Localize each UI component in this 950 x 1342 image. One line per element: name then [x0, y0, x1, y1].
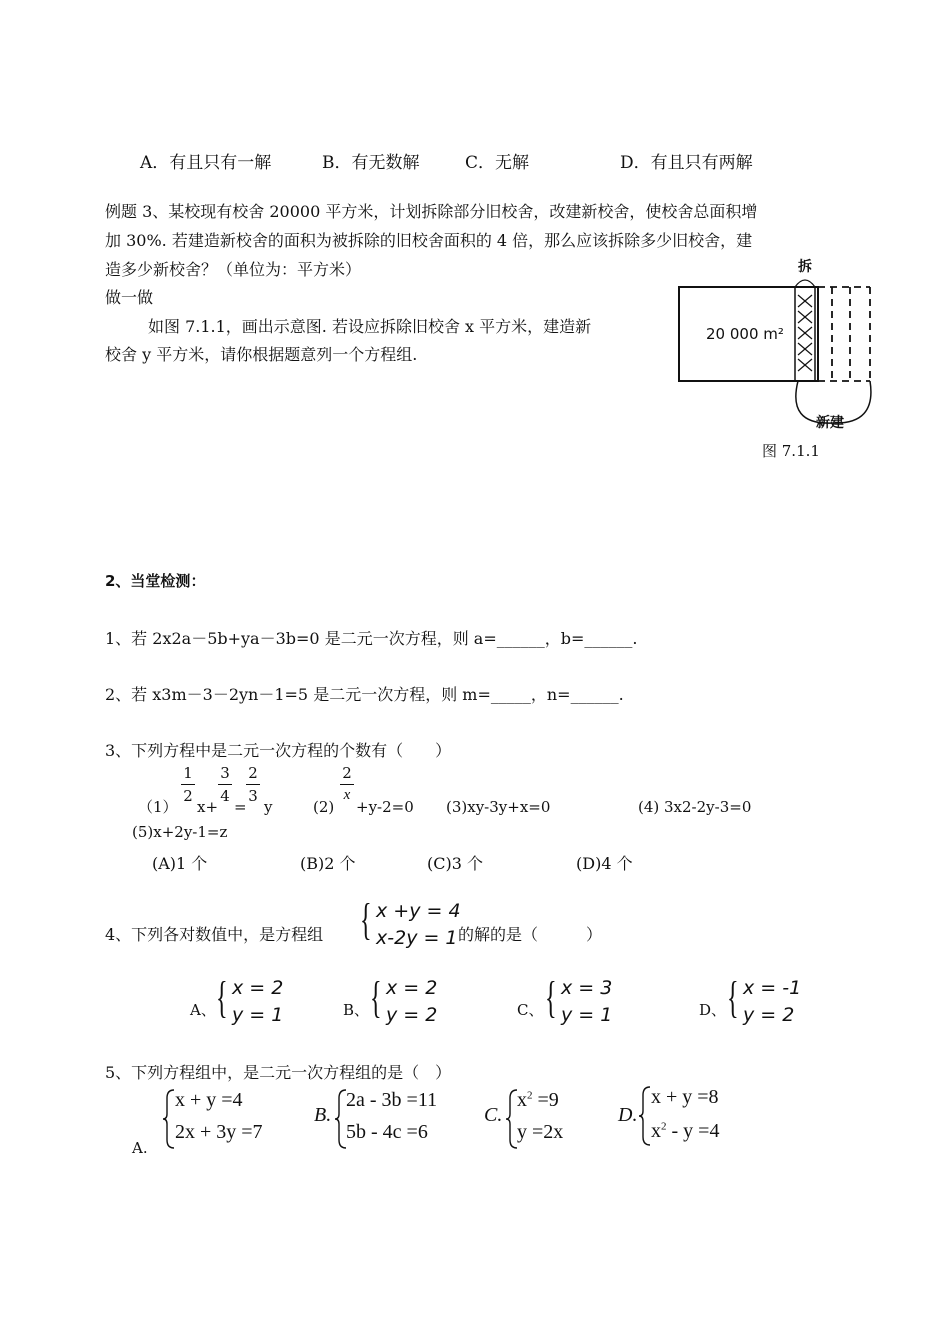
q4-option-a-row2: y = 1: [232, 1004, 284, 1026]
question-4-stem: 4、下列各对数值中，是方程组: [105, 925, 324, 944]
q4-option-b-brace: {: [370, 973, 382, 1022]
choice-c: C．无解: [465, 153, 530, 173]
q4-system-brace: {: [360, 895, 372, 944]
q3-item4: (4) 3x2-2y-3=0: [638, 798, 752, 816]
figure-caption: 图 7.1.1: [762, 442, 820, 460]
q4-option-d-row1: x = -1: [743, 977, 802, 999]
section-title: 2、当堂检测：: [105, 572, 206, 590]
q4-option-b-row1: x = 2: [386, 977, 438, 999]
q3-item3: (3)xy-3y+x=0: [446, 798, 551, 816]
q3-item1-frac3: 2 3: [246, 764, 260, 805]
choice-b: B．有无数解: [322, 153, 420, 173]
q4-system-row2: x-2y = 1: [376, 927, 458, 949]
q5-option-d-label: D.: [618, 1104, 638, 1126]
try-line2: 校舍 y 平方米，请你根据题意列一个方程组.: [105, 345, 418, 364]
q5-option-b-label: B.: [314, 1104, 332, 1126]
example3-line2: 加 30%. 若建造新校舍的面积为被拆除的旧校舍面积的 4 倍，那么应该拆除多少旧校舍，建: [105, 231, 753, 250]
q3-item1-eq: =: [234, 798, 247, 816]
choice-a: A．有且只有一解: [140, 153, 272, 173]
q4-option-a-brace: {: [216, 973, 228, 1022]
q3-option-c: (C)3 个: [427, 854, 483, 873]
q5-option-d-row1: x + y =8: [651, 1086, 719, 1108]
q3-item2-frac: 2 x: [340, 764, 354, 804]
q4-option-d-row2: y = 2: [743, 1004, 795, 1026]
question-3-stem: 3、下列方程中是二元一次方程的个数有（ ）: [105, 741, 452, 760]
question-2: 2、若 x3m－3－2yn－1=5 是二元一次方程，则 m=_____，n=______.: [105, 685, 624, 704]
choice-d: D．有且只有两解: [620, 153, 753, 173]
q3-option-b: (B)2 个: [300, 854, 356, 873]
q5-option-d-row2: $x^2 - y =4$: [651, 1120, 720, 1142]
q5-option-a-label: A.: [132, 1139, 148, 1157]
q3-item1-prefix: （1）: [138, 798, 178, 816]
q5-option-b-row2: 5b - 4c =6: [346, 1121, 428, 1143]
q3-item1-frac1: 1 2: [181, 764, 195, 805]
new-building-dashed: [818, 287, 870, 381]
q3-option-d: (D)4 个: [576, 854, 633, 873]
q4-option-b-label: B、: [343, 1001, 370, 1019]
area-label: 20 000 m²: [706, 325, 784, 343]
q5-option-a-row2: 2x + 3y =7: [175, 1121, 263, 1143]
q5-option-c-label: C.: [484, 1104, 503, 1126]
q5-option-c-row1: $x^2 =9$: [517, 1089, 559, 1111]
q5-option-d-brace: [638, 1085, 652, 1147]
q4-system-row1: x +y = 4: [376, 900, 461, 922]
try-title: 做一做: [105, 288, 154, 307]
q3-item5: (5)x+2y-1=z: [132, 823, 228, 841]
q4-option-d-label: D、: [699, 1001, 727, 1019]
q3-item2-rest: +y-2=0: [356, 798, 414, 816]
q3-item2-prefix: (2): [313, 798, 335, 816]
new-build-label: 新建: [816, 415, 844, 431]
q4-option-c-label: C、: [517, 1001, 544, 1019]
q4-option-c-row2: y = 1: [561, 1004, 613, 1026]
q5-option-a-brace: [162, 1088, 176, 1150]
demolish-crosses: [798, 295, 812, 371]
q3-item1-y: y: [264, 798, 273, 816]
q5-option-b-row1: 2a - 3b =11: [346, 1089, 438, 1111]
q3-item1-frac2: 3 4: [218, 764, 232, 805]
example3-line1: 例题 3、某校现有校舍 20000 平方米，计划拆除部分旧校舍，改建新校舍，使校舍总面积增: [105, 202, 758, 221]
school-diagram: [672, 255, 892, 435]
question-5-stem: 5、下列方程组中，是二元一次方程组的是（ ）: [105, 1063, 452, 1082]
question-4-stem-end: 的解的是（ ）: [458, 925, 603, 944]
question-1: 1、若 2x2a－5b+ya－3b=0 是二元一次方程，则 a=______，b=______.: [105, 629, 638, 648]
q4-option-c-row1: x = 3: [561, 977, 613, 999]
example3-line3: 造多少新校舍？（单位为：平方米）: [105, 260, 362, 279]
demolish-label: 拆: [798, 259, 812, 275]
q3-item1-x: x+: [197, 798, 219, 816]
try-line1: 如图 7.1.1，画出示意图. 若设应拆除旧校舍 x 平方米，建造新: [148, 317, 592, 336]
q4-option-a-row1: x = 2: [232, 977, 284, 999]
q4-option-c-brace: {: [545, 973, 557, 1022]
q5-option-c-row2: y =2x: [517, 1121, 564, 1143]
q4-option-b-row2: y = 2: [386, 1004, 438, 1026]
q3-option-a: (A)1 个: [152, 854, 208, 873]
q4-option-a-label: A、: [190, 1001, 216, 1019]
q4-option-d-brace: {: [727, 973, 739, 1022]
q5-option-a-row1: x + y =4: [175, 1089, 243, 1111]
